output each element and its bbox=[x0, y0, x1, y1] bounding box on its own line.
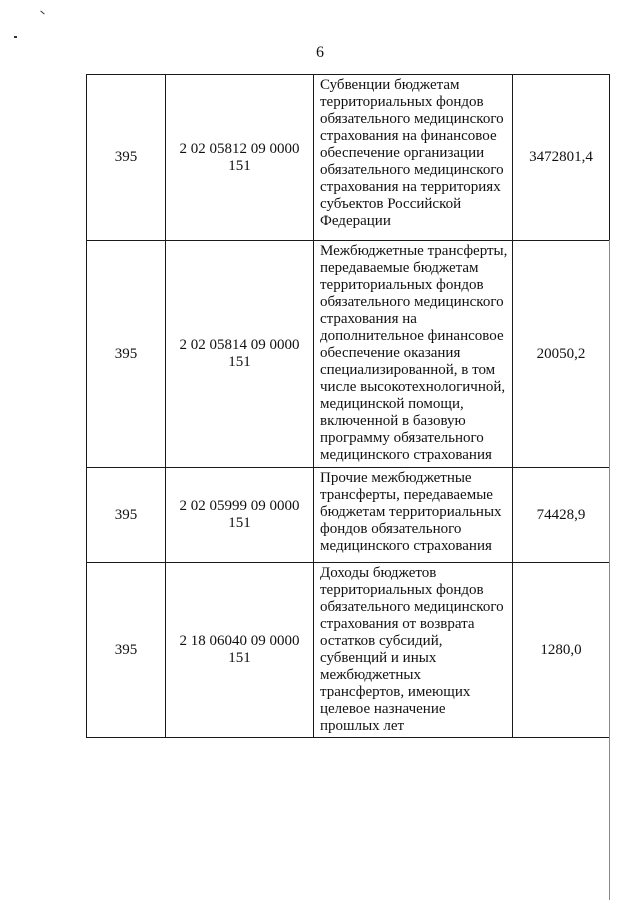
budget-code-cell: 2 02 05814 09 0000 151 bbox=[166, 241, 314, 468]
budget-code-cell: 2 02 05999 09 0000 151 bbox=[166, 468, 314, 563]
income-name-cell: Межбюджетные трансферты, передаваемые бюджетам территориальных фондов обязательного медицинского страхования на дополнительное финансовое обеспечение оказания специализированной, в том числе высокотехнологичной, медицинской помощи, включенной в базовую программу обязательного медицинского страхования bbox=[314, 241, 513, 468]
scan-artifact bbox=[14, 36, 17, 38]
scan-edge-line bbox=[609, 240, 610, 900]
amount-cell: 3472801,4 bbox=[513, 75, 610, 241]
scan-artifact bbox=[40, 11, 44, 15]
income-name-cell: Доходы бюджетов территориальных фондов обязательного медицинского страхования от возврата остатков субсидий, субвенций и иных межбюджетных трансфертов, имеющих целевое назначение прошлых лет bbox=[314, 563, 513, 738]
income-name-cell: Субвенции бюджетам территориальных фондов обязательного медицинского страхования на финансовое обеспечение организации обязательного медицинского страхования на территориях субъектов Российской Федерации bbox=[314, 75, 513, 241]
page-number: 6 bbox=[316, 44, 324, 61]
table-row bbox=[87, 75, 610, 241]
table-row bbox=[87, 563, 610, 738]
admin-code-cell: 395 bbox=[87, 241, 166, 468]
budget-code-cell: 2 18 06040 09 0000 151 bbox=[166, 563, 314, 738]
income-name-cell: Прочие межбюджетные трансферты, передаваемые бюджетам территориальных фондов обязательного медицинского страхования bbox=[314, 468, 513, 563]
admin-code-cell: 395 bbox=[87, 75, 166, 241]
admin-code-cell: 395 bbox=[87, 563, 166, 738]
amount-cell: 1280,0 bbox=[513, 563, 610, 738]
amount-cell: 74428,9 bbox=[513, 468, 610, 563]
budget-code-cell: 2 02 05812 09 0000 151 bbox=[166, 75, 314, 241]
table-row bbox=[87, 241, 610, 468]
table-row bbox=[87, 468, 610, 563]
admin-code-cell: 395 bbox=[87, 468, 166, 563]
amount-cell: 20050,2 bbox=[513, 241, 610, 468]
budget-table bbox=[86, 74, 610, 738]
